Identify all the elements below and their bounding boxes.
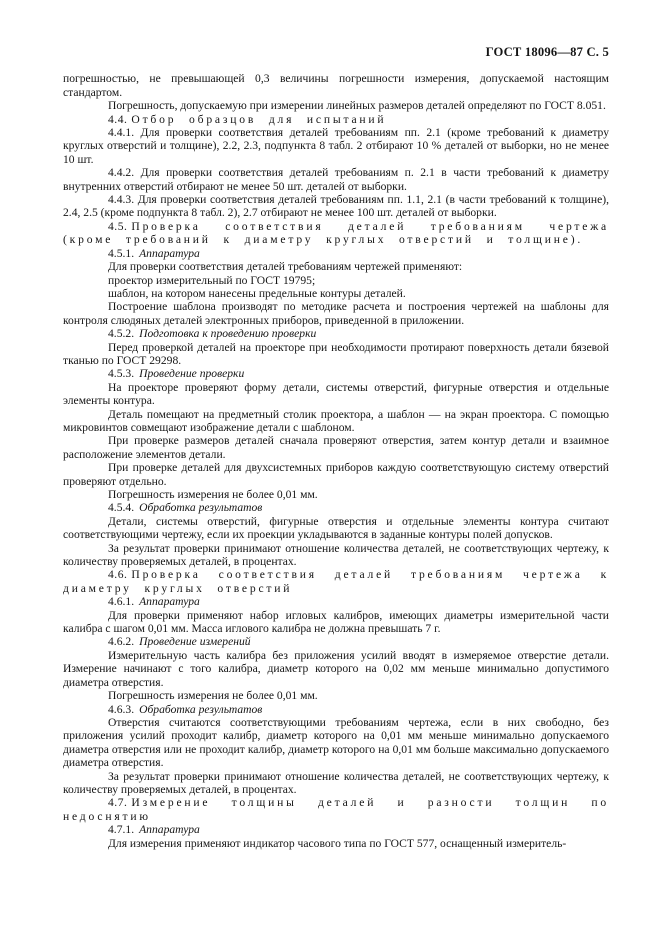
subsection-title: Проведение проверки bbox=[139, 367, 245, 381]
paragraph: Для проверки применяют набор игловых калибров, имеющих диаметры измерительной части калибра с шагом 0,01 мм. Масса иглового калибра не должна превышать 7 г. bbox=[63, 608, 609, 636]
paragraph: Погрешность измерения не более 0,01 мм. bbox=[108, 689, 318, 703]
subsection-heading-4-7-1 bbox=[63, 823, 609, 836]
paragraph: Построение шаблона производят по методике расчета и построения чертежей на шаблоны для контроля слюдяных деталей электронных приборов, приведенной в приложении. bbox=[63, 300, 609, 327]
paragraph: Перед проверкой деталей на проекторе при необходимости протирают поверхность детали бязевой тканью по ГОСТ 29298. bbox=[63, 340, 609, 367]
subsection-heading-4-6-1 bbox=[63, 595, 609, 608]
subsection-heading-4-5-4 bbox=[63, 501, 609, 514]
section-number: 4.7. bbox=[108, 796, 128, 810]
subsection-number: 4.5.2. bbox=[108, 327, 135, 341]
subsection-heading-4-5-2 bbox=[63, 327, 609, 340]
paragraph: На проекторе проверяют форму детали, системы отверстий, фигурные отверстия и отдельные элементы контура. bbox=[63, 380, 609, 408]
subsection-number: 4.6.1. bbox=[108, 595, 135, 609]
paragraph: Измерительную часть калибра без приложения усилий вводят в измеряемое отверстие детали. Измерение начинают с того калибра, диаметр которого на 0,02 мм меньше минимально допустимого диаметра отверстия. bbox=[63, 648, 609, 689]
subsection-title: Обработка результатов bbox=[139, 702, 263, 716]
subsection-number: 4.5.3. bbox=[108, 367, 135, 381]
subsection-heading-4-5-1 bbox=[63, 247, 609, 260]
paragraph: Детали, системы отверстий, фигурные отверстия и отдельные элементы контура считают соответствующими чертежу, если их проекции укладываются в заданные контуры полей допусков. bbox=[63, 514, 609, 542]
section-heading-4-6 bbox=[63, 568, 609, 595]
paragraph-hyphenated-continuation: Для измерения применяют индикатор часового типа по ГОСТ 577, оснащенный измеритель- bbox=[108, 836, 567, 850]
paragraph-continuation: погрешностью, не превышающей 0,3 величины погрешности измерения, допускаемой настоящим стандартом. bbox=[63, 72, 609, 99]
subsection-number: 4.5.4. bbox=[108, 501, 135, 515]
subsection-title: Обработка результатов bbox=[139, 501, 263, 515]
paragraph: Деталь помещают на предметный столик проектора, а шаблон — на экран проектора. С помощью микровинтов совмещают изображение детали с шаблоном. bbox=[63, 407, 609, 434]
paragraph-4-4-3: 4.4.3. Для проверки соответствия деталей требованиям пп. 1.1, 2.1 (в части требований к толщине), 2.4, 2.5 (кроме подпункта 8 табл. 2), 2.7 отбирают не менее 100 шт. деталей от выборки. bbox=[63, 193, 609, 220]
paragraph: За результат проверки принимают отношение количества деталей, не соответствующих чертежу, к количеству проверяемых деталей, в процентах. bbox=[63, 541, 609, 569]
paragraph: Погрешность измерения не более 0,01 мм. bbox=[108, 488, 318, 501]
subsection-title: Проведение измерений bbox=[139, 635, 251, 649]
subsection-number: 4.6.3. bbox=[108, 702, 135, 716]
section-number: 4.6. bbox=[108, 568, 128, 582]
paragraph: При проверке деталей для двухсистемных приборов каждую соответствующую систему отверстий проверяют отдельно. bbox=[63, 461, 609, 488]
section-heading-4-5 bbox=[63, 220, 609, 247]
subsection-title: Аппаратура bbox=[139, 246, 200, 260]
paragraph-4-4-2: 4.4.2. Для проверки соответствия деталей требованиям п. 2.1 в части требований к диаметру внутренних отверстий отбирают не менее 50 шт. деталей от выборки. bbox=[63, 166, 609, 193]
paragraph: За результат проверки принимают отношение количества деталей, не соответствующих чертежу, к количеству проверяемых деталей, в процентах. bbox=[63, 769, 609, 796]
paragraph: Отверстия считаются соответствующими требованиям чертежа, если в них свободно, без приложения усилий проходит калибр, диаметр которого на 0,01 мм меньше минимально допускаемого диаметра отверстия или не проходит калибр, диаметр которого на 0,01 мм больше максимально допускаемого диаметра отверстия. bbox=[63, 715, 609, 770]
subsection-title: Аппаратура bbox=[139, 595, 200, 609]
section-number: 4.4. bbox=[108, 112, 128, 126]
document-body bbox=[63, 72, 609, 850]
subsection-heading-4-6-3 bbox=[63, 703, 609, 716]
subsection-title: Аппаратура bbox=[139, 823, 200, 837]
paragraph: При проверке размеров деталей сначала проверяют отверстия, затем контур детали и взаимное расположение элементов детали. bbox=[63, 434, 609, 461]
subsection-number: 4.7.1. bbox=[108, 823, 135, 837]
subsection-heading-4-6-2 bbox=[63, 635, 609, 648]
subsection-title: Подготовка к проведению проверки bbox=[139, 327, 317, 341]
subsection-number: 4.6.2. bbox=[108, 635, 135, 649]
section-number: 4.5. bbox=[108, 219, 128, 233]
section-heading-4-7 bbox=[63, 796, 609, 823]
paragraph: Погрешность, допускаемую при измерении линейных размеров деталей определяют по ГОСТ 8.051. bbox=[108, 99, 606, 113]
section-heading-4-4 bbox=[63, 113, 609, 126]
subsection-heading-4-5-3 bbox=[63, 367, 609, 380]
section-title: Измерение толщины деталей и разности толщин по недоснятию bbox=[63, 796, 609, 823]
paragraph: проектор измерительный по ГОСТ 19795; bbox=[108, 273, 316, 287]
section-title: Проверка соответствия деталей требованиям чертежа (кроме требований к диаметру круглых отверстий и толщине). bbox=[63, 219, 609, 247]
paragraph: шаблон, на котором нанесены предельные контуры деталей. bbox=[108, 286, 406, 300]
page-header-reference: ГОСТ 18096—87 С. 5 bbox=[485, 45, 609, 59]
section-title: Проверка соответствия деталей требованиям чертежа к диаметру круглых отверстий bbox=[63, 568, 609, 595]
section-title: Отбор образцов для испытаний bbox=[131, 112, 387, 126]
paragraph-4-4-1: 4.4.1. Для проверки соответствия деталей требованиям пп. 2.1 (кроме требований к диаметру круглых отверстий и толщине), 2.2, 2.3, подпункта 8 табл. 2 отбирают 10 % деталей от выборки, но не менее 10 шт. bbox=[63, 126, 609, 166]
subsection-number: 4.5.1. bbox=[108, 246, 135, 260]
paragraph: Для проверки соответствия деталей требованиям чертежей применяют: bbox=[108, 260, 463, 274]
